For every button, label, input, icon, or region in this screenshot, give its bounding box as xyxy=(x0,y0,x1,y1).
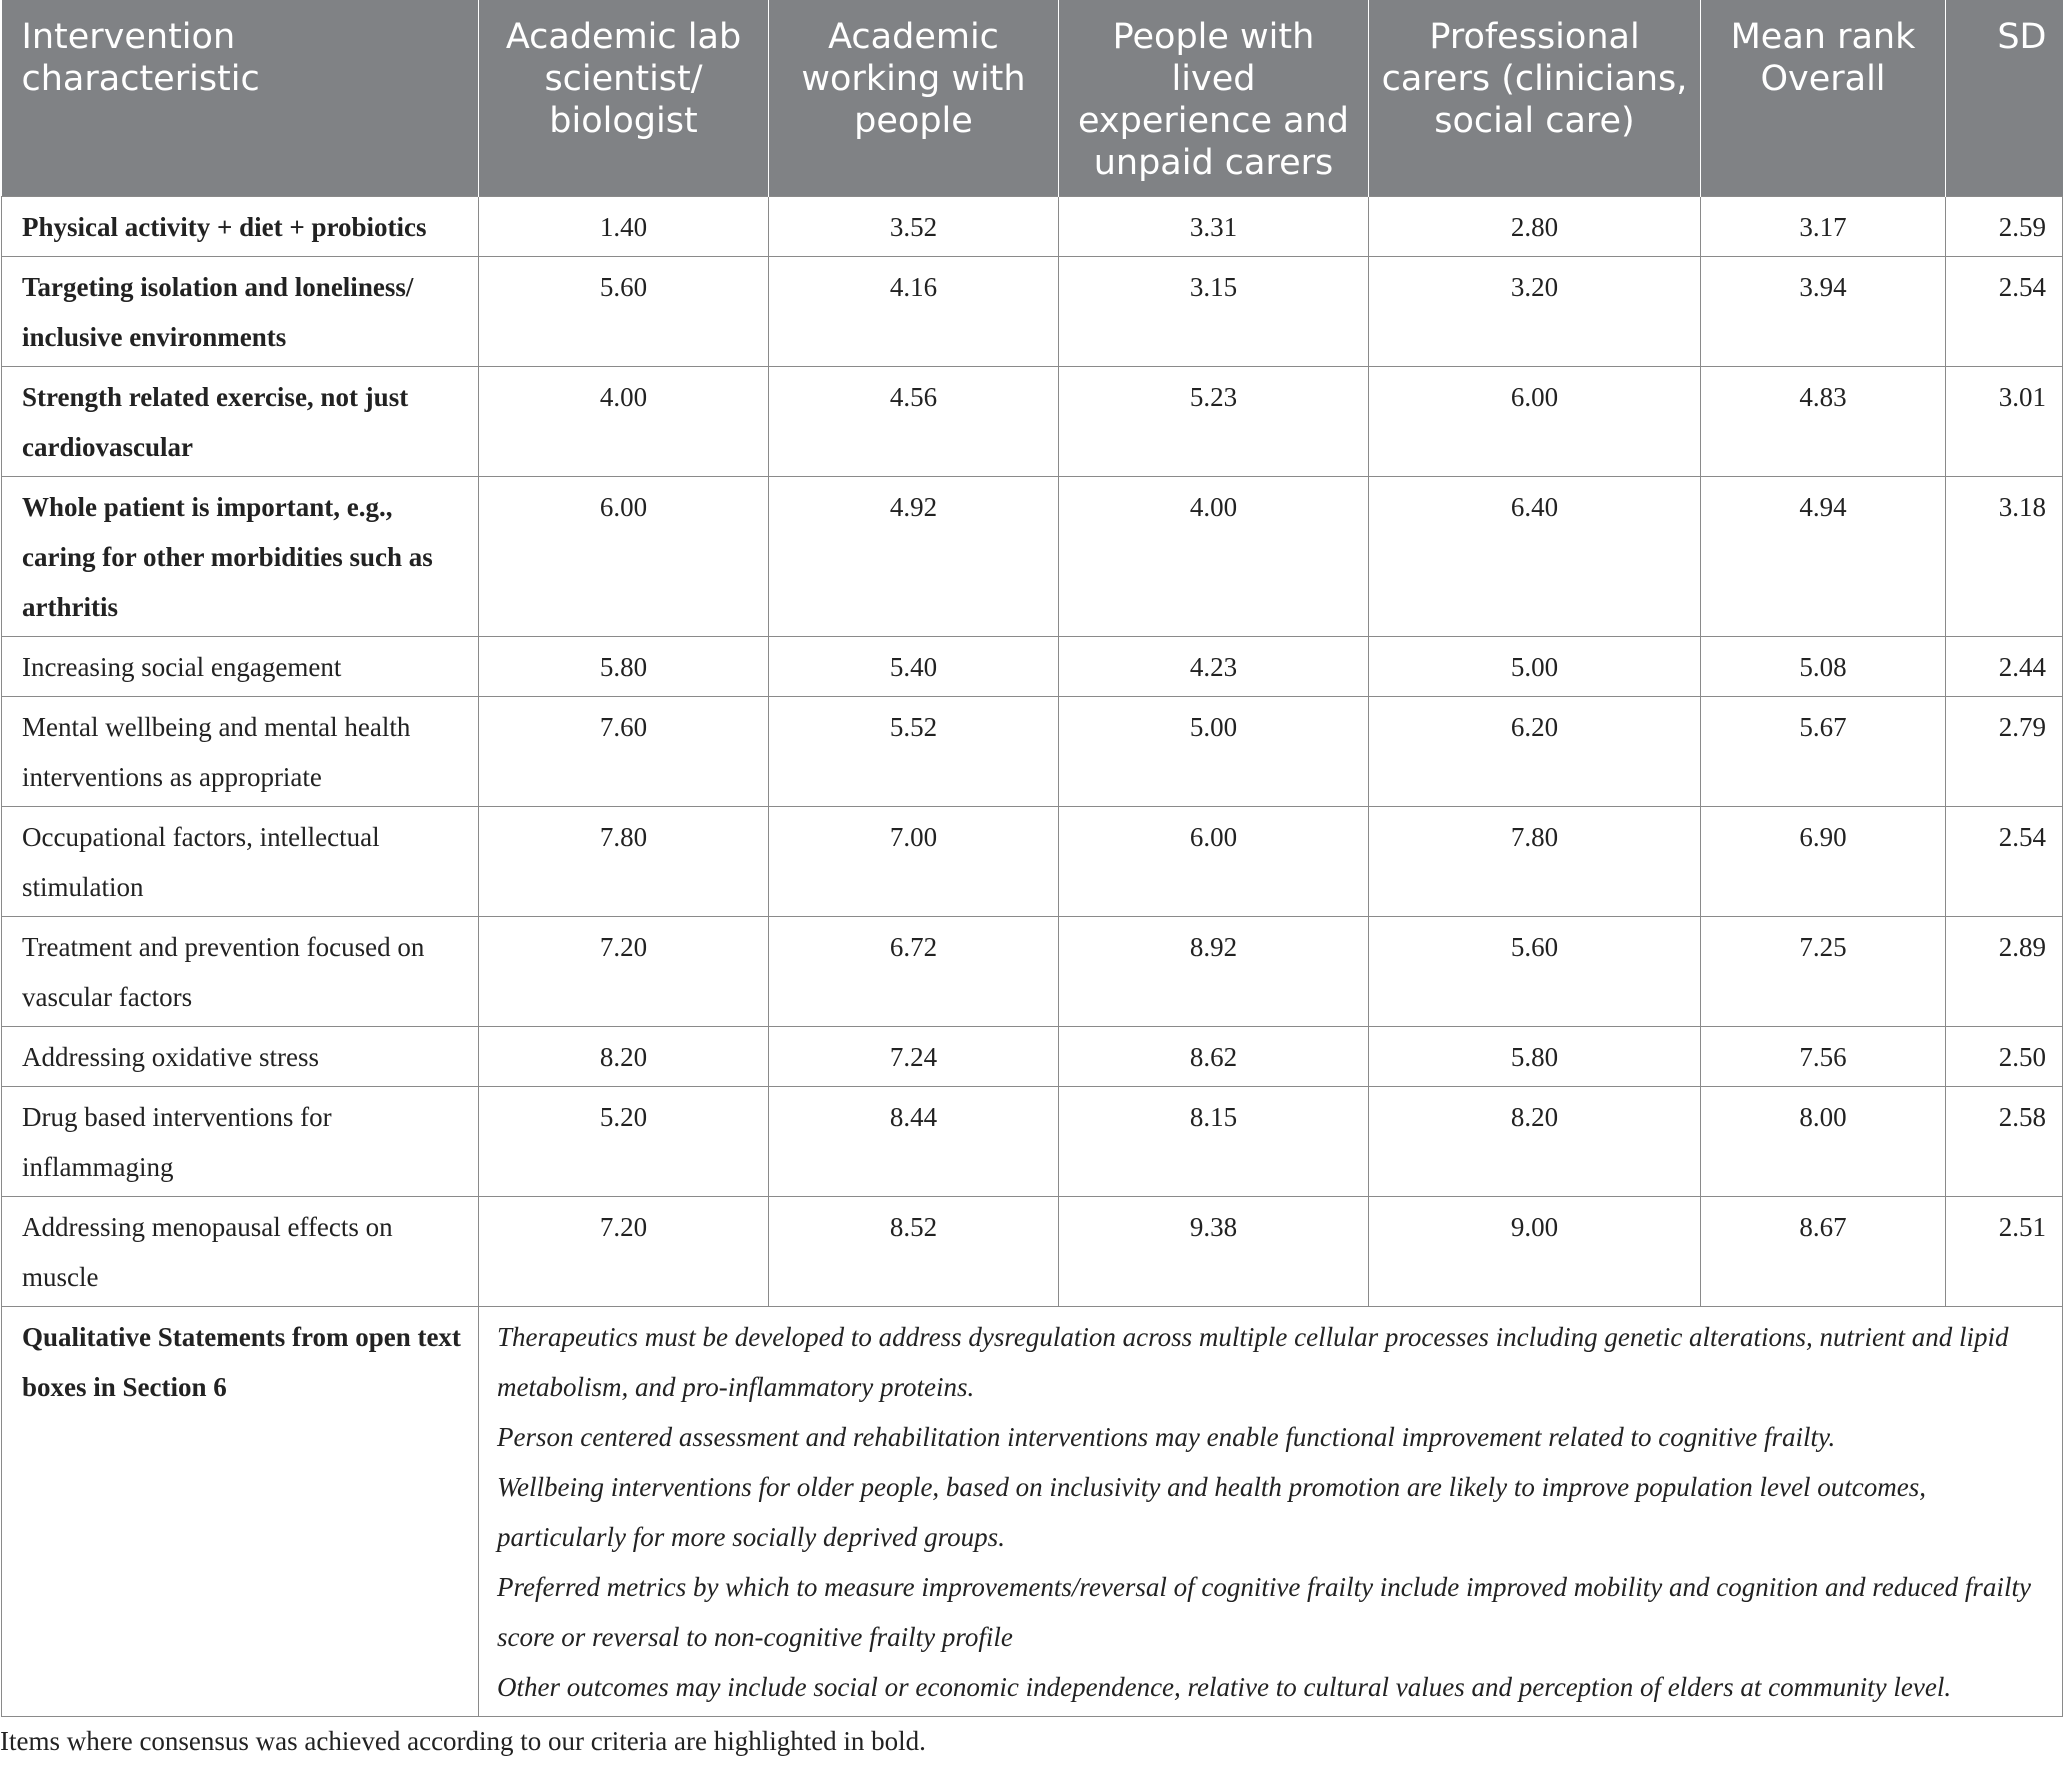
cell-mean-rank-overall: 7.25 xyxy=(1701,917,1946,1027)
qualitative-statement: Wellbeing interventions for older people, based on inclusivity and health promotion are likely to improve population level outcomes, particularly for more socially deprived groups. xyxy=(497,1472,1926,1552)
cell-mean-rank-overall: 4.83 xyxy=(1701,367,1946,477)
cell-people-with-lived-experience: 8.92 xyxy=(1059,917,1369,1027)
cell-people-with-lived-experience: 5.23 xyxy=(1059,367,1369,477)
table-row xyxy=(2,257,2063,367)
qualitative-statements xyxy=(479,1307,2063,1717)
cell-sd: 3.18 xyxy=(1946,477,2063,637)
qualitative-row xyxy=(2,1307,2063,1717)
cell-people-with-lived-experience: 5.00 xyxy=(1059,697,1369,807)
table-row xyxy=(2,1087,2063,1197)
qualitative-statement: Person centered assessment and rehabilitation interventions may enable functional improvement related to cognitive frailty. xyxy=(497,1422,1836,1452)
cell-mean-rank-overall: 8.00 xyxy=(1701,1087,1946,1197)
cell-academic-lab-scientist: 5.80 xyxy=(479,637,769,697)
table-row xyxy=(2,917,2063,1027)
cell-mean-rank-overall: 7.56 xyxy=(1701,1027,1946,1087)
qualitative-statement: Therapeutics must be developed to address dysregulation across multiple cellular processes including genetic alterations, nutrient and lipid metabolism, and pro-inflammatory proteins. xyxy=(497,1322,2009,1402)
cell-mean-rank-overall: 6.90 xyxy=(1701,807,1946,917)
cell-academic-lab-scientist: 7.20 xyxy=(479,1197,769,1307)
table-row xyxy=(2,367,2063,477)
cell-mean-rank-overall: 3.94 xyxy=(1701,257,1946,367)
cell-sd: 3.01 xyxy=(1946,367,2063,477)
cell-academic-working-with-people: 4.56 xyxy=(769,367,1059,477)
cell-sd: 2.59 xyxy=(1946,197,2063,257)
cell-people-with-lived-experience: 8.62 xyxy=(1059,1027,1369,1087)
table-row xyxy=(2,807,2063,917)
table-row xyxy=(2,1197,2063,1307)
cell-academic-lab-scientist: 5.60 xyxy=(479,257,769,367)
cell-professional-carers: 6.20 xyxy=(1369,697,1701,807)
cell-academic-lab-scientist: 8.20 xyxy=(479,1027,769,1087)
cell-mean-rank-overall: 5.67 xyxy=(1701,697,1946,807)
cell-academic-working-with-people: 5.40 xyxy=(769,637,1059,697)
intervention-label: Mental wellbeing and mental health interventions as appropriate xyxy=(2,697,479,807)
cell-professional-carers: 9.00 xyxy=(1369,1197,1701,1307)
qualitative-statement: Preferred metrics by which to measure improvements/reversal of cognitive frailty include improved mobility and cognition and reduced frailty score or reversal to non-cognitive frailty profile xyxy=(497,1572,2031,1652)
header-row xyxy=(2,0,2063,197)
cell-academic-working-with-people: 7.00 xyxy=(769,807,1059,917)
intervention-label: Addressing menopausal effects on muscle xyxy=(2,1197,479,1307)
cell-mean-rank-overall: 4.94 xyxy=(1701,477,1946,637)
cell-professional-carers: 6.40 xyxy=(1369,477,1701,637)
cell-academic-working-with-people: 4.16 xyxy=(769,257,1059,367)
cell-professional-carers: 5.60 xyxy=(1369,917,1701,1027)
intervention-label: Strength related exercise, not just cardiovascular xyxy=(2,367,479,477)
cell-academic-working-with-people: 3.52 xyxy=(769,197,1059,257)
header-academic-lab-scientist: Academic lab scientist/ biologist xyxy=(479,0,769,197)
cell-academic-lab-scientist: 1.40 xyxy=(479,197,769,257)
header-mean-rank-overall: Mean rank Overall xyxy=(1701,0,1946,197)
cell-academic-lab-scientist: 7.80 xyxy=(479,807,769,917)
intervention-label: Physical activity + diet + probiotics xyxy=(2,197,479,257)
table-row xyxy=(2,1027,2063,1087)
qualitative-label: Qualitative Statements from open text boxes in Section 6 xyxy=(2,1307,479,1717)
table-footnote: Items where consensus was achieved according to our criteria are highlighted in bold. xyxy=(0,1726,926,1756)
cell-sd: 2.44 xyxy=(1946,637,2063,697)
cell-mean-rank-overall: 5.08 xyxy=(1701,637,1946,697)
intervention-label: Treatment and prevention focused on vascular factors xyxy=(2,917,479,1027)
intervention-label: Whole patient is important, e.g., caring for other morbidities such as arthritis xyxy=(2,477,479,637)
cell-sd: 2.89 xyxy=(1946,917,2063,1027)
cell-academic-working-with-people: 6.72 xyxy=(769,917,1059,1027)
cell-sd: 2.54 xyxy=(1946,257,2063,367)
cell-academic-lab-scientist: 5.20 xyxy=(479,1087,769,1197)
cell-academic-lab-scientist: 6.00 xyxy=(479,477,769,637)
cell-professional-carers: 7.80 xyxy=(1369,807,1701,917)
header-sd: SD xyxy=(1946,0,2063,197)
cell-academic-working-with-people: 8.52 xyxy=(769,1197,1059,1307)
cell-people-with-lived-experience: 9.38 xyxy=(1059,1197,1369,1307)
intervention-label: Addressing oxidative stress xyxy=(2,1027,479,1087)
cell-people-with-lived-experience: 4.00 xyxy=(1059,477,1369,637)
cell-academic-working-with-people: 4.92 xyxy=(769,477,1059,637)
cell-academic-working-with-people: 7.24 xyxy=(769,1027,1059,1087)
header-people-with-lived-experience: People with lived experience and unpaid carers xyxy=(1059,0,1369,197)
intervention-label: Drug based interventions for inflammaging xyxy=(2,1087,479,1197)
header-professional-carers: Professional carers (clinicians, social care) xyxy=(1369,0,1701,197)
cell-sd: 2.51 xyxy=(1946,1197,2063,1307)
cell-academic-lab-scientist: 4.00 xyxy=(479,367,769,477)
cell-people-with-lived-experience: 8.15 xyxy=(1059,1087,1369,1197)
intervention-ranking-table xyxy=(1,0,2063,1717)
cell-professional-carers: 3.20 xyxy=(1369,257,1701,367)
table-row xyxy=(2,697,2063,807)
cell-people-with-lived-experience: 3.15 xyxy=(1059,257,1369,367)
cell-professional-carers: 8.20 xyxy=(1369,1087,1701,1197)
cell-professional-carers: 2.80 xyxy=(1369,197,1701,257)
cell-people-with-lived-experience: 4.23 xyxy=(1059,637,1369,697)
cell-people-with-lived-experience: 6.00 xyxy=(1059,807,1369,917)
cell-professional-carers: 5.00 xyxy=(1369,637,1701,697)
table-row xyxy=(2,197,2063,257)
cell-sd: 2.54 xyxy=(1946,807,2063,917)
cell-academic-lab-scientist: 7.20 xyxy=(479,917,769,1027)
intervention-label: Targeting isolation and loneliness/ inclusive environments xyxy=(2,257,479,367)
cell-academic-lab-scientist: 7.60 xyxy=(479,697,769,807)
cell-sd: 2.79 xyxy=(1946,697,2063,807)
qualitative-statement: Other outcomes may include social or economic independence, relative to cultural values and perception of elders at community level. xyxy=(497,1672,1952,1702)
header-intervention-characteristic: Intervention characteristic xyxy=(2,0,479,197)
cell-people-with-lived-experience: 3.31 xyxy=(1059,197,1369,257)
table-row xyxy=(2,637,2063,697)
cell-professional-carers: 5.80 xyxy=(1369,1027,1701,1087)
cell-academic-working-with-people: 8.44 xyxy=(769,1087,1059,1197)
cell-mean-rank-overall: 8.67 xyxy=(1701,1197,1946,1307)
cell-academic-working-with-people: 5.52 xyxy=(769,697,1059,807)
table-row xyxy=(2,477,2063,637)
cell-sd: 2.50 xyxy=(1946,1027,2063,1087)
table-body xyxy=(2,197,2063,1717)
intervention-label: Increasing social engagement xyxy=(2,637,479,697)
cell-professional-carers: 6.00 xyxy=(1369,367,1701,477)
cell-sd: 2.58 xyxy=(1946,1087,2063,1197)
header-academic-working-with-people: Academic working with people xyxy=(769,0,1059,197)
cell-mean-rank-overall: 3.17 xyxy=(1701,197,1946,257)
intervention-label: Occupational factors, intellectual stimulation xyxy=(2,807,479,917)
